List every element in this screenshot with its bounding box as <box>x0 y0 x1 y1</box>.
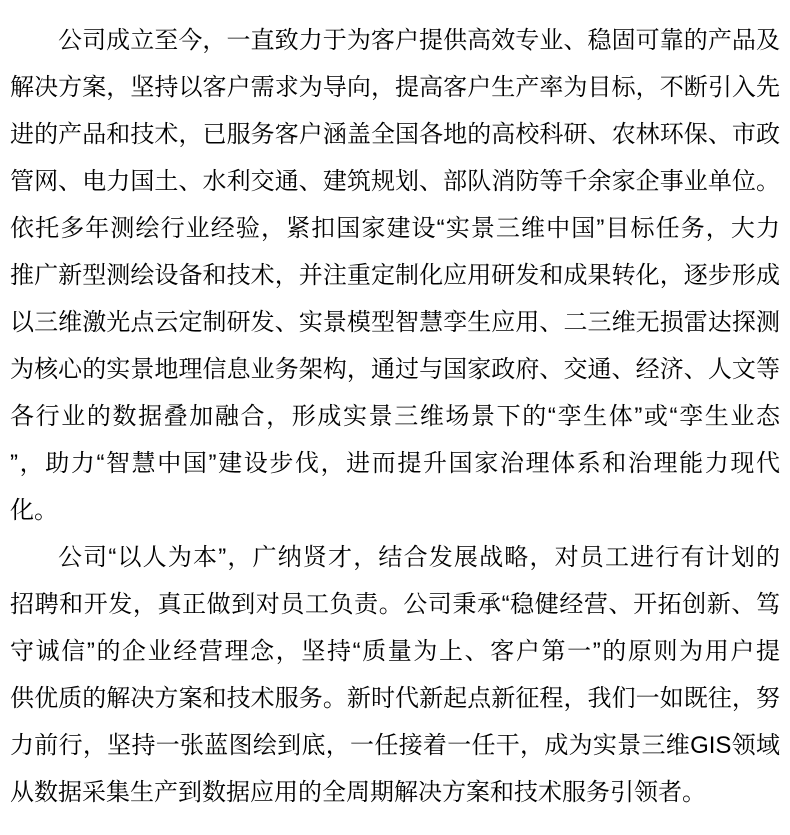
paragraph-company-values <box>10 534 780 816</box>
text-line: 各行业的数据叠加融合，形成实景三维场景下的“孪生体”或“孪生业态 <box>10 403 780 430</box>
text-line: ”，助力“智慧中国”建设步伐，进而提升国家治理体系和治理能力现代 <box>10 450 780 477</box>
text-line: 管网、电力国土、水利交通、建筑规划、部队消防等千余家企事业单位。 <box>10 168 780 195</box>
text-line: 招聘和开发，真正做到对员工负责。公司秉承“稳健经营、开拓创新、笃 <box>10 591 780 618</box>
text-line: 以三维激光点云定制研发、实景模型智慧孪生应用、二三维无损雷达探测 <box>10 309 780 336</box>
text-line: 推广新型测绘设备和技术，并注重定制化应用研发和成果转化，逐步形成 <box>10 262 780 289</box>
text-line: 化。 <box>10 497 58 524</box>
text-line: 为核心的实景地理信息业务架构，通过与国家政府、交通、经济、人文等 <box>10 356 780 383</box>
text-line: 解决方案，坚持以客户需求为导向，提高客户生产率为目标，不断引入先 <box>10 74 780 101</box>
text-line: 供优质的解决方案和技术服务。新时代新起点新征程，我们一如既往，努 <box>10 685 780 712</box>
text-line: 依托多年测绘行业经验，紧扣国家建设“实景三维中国”目标任务，大力 <box>10 215 780 242</box>
text-line: 公司“以人为本”，广纳贤才，结合发展战略，对员工进行有计划的 <box>58 544 780 571</box>
paragraph-company-intro <box>10 17 780 534</box>
text-line: 守诚信”的企业经营理念，坚持“质量为上、客户第一”的原则为用户提 <box>10 638 780 665</box>
text-line: 从数据采集生产到数据应用的全周期解决方案和技术服务引领者。 <box>10 779 706 806</box>
text-line: 公司成立至今，一直致力于为客户提供高效专业、稳固可靠的产品及 <box>58 27 780 54</box>
text-line: 力前行，坚持一张蓝图绘到底，一任接着一任干，成为实景三维GIS领域 <box>10 732 780 759</box>
text-line: 进的产品和技术，已服务客户涵盖全国各地的高校科研、农林环保、市政 <box>10 121 780 148</box>
